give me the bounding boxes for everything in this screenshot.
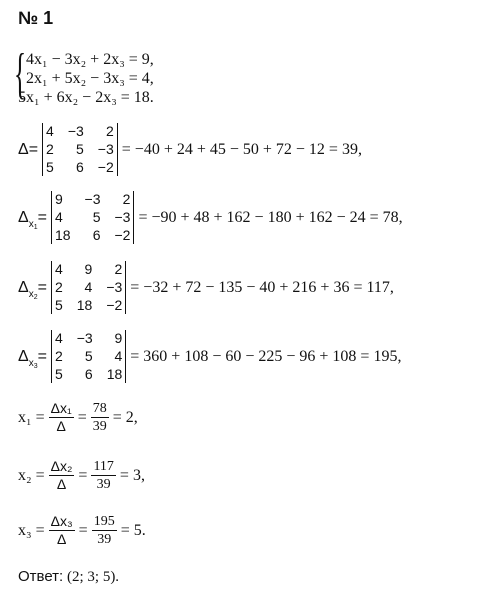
matrix-cell: 4 — [84, 279, 93, 295]
matrix-cell: −3 — [106, 279, 123, 295]
matrix-cell: 9 — [114, 330, 123, 346]
x2-fraction-symbolic: $\frac{\text{Δx₂}}{\Delta}$ — [50, 458, 73, 492]
delta-x2-row — [18, 261, 394, 314]
answer-value: (2; 3; 5). — [66, 569, 120, 585]
delta-x1-result: = −90 + 48 + 162 − 180 + 162 − 24 = 78, — [138, 208, 403, 226]
matrix-cell: 4 — [46, 123, 54, 139]
matrix-cell: −2 — [106, 297, 123, 313]
matrix-cell: 18 — [76, 297, 93, 313]
x3-fraction-symbolic: $\frac{\text{Δx₃}}{\Delta}$ — [50, 513, 73, 547]
delta-x3-matrix — [51, 330, 126, 383]
matrix-cell: −3 — [84, 191, 101, 207]
delta-label: Δ= — [18, 140, 39, 158]
delta-result: = −40 + 24 + 45 − 50 + 72 − 12 = 39, — [121, 140, 362, 158]
answer-label: Ответ: — [18, 568, 64, 585]
matrix-cell: 5 — [46, 159, 54, 175]
x3-var: x₃ = — [18, 521, 45, 539]
system-equation-1: 4x₁ − 3x₂ + 2x₃ = 9, — [26, 51, 154, 68]
delta-x3-label: $\Delta_{x_3}=$ — [18, 347, 47, 370]
matrix-cell: 2 — [114, 261, 123, 277]
x2-var: x₂ = — [18, 466, 45, 484]
delta-x2-label: $\Delta_{x_2}=$ — [18, 278, 47, 301]
delta-x1-matrix — [51, 191, 135, 244]
delta-x3-row — [18, 330, 401, 383]
answer-row — [18, 568, 119, 586]
matrix-cell: −3 — [67, 123, 84, 139]
matrix-cell: 6 — [76, 159, 84, 175]
matrix-cell: 2 — [54, 279, 63, 295]
matrix-cell: 18 — [54, 227, 71, 243]
delta-x1-label: $\Delta_{x_1}=$ — [18, 208, 47, 231]
delta-matrix — [42, 123, 118, 176]
matrix-cell: −3 — [97, 141, 114, 157]
x1-row: x₁ = $\frac{\text{Δx₁}}{\Delta}$ = $\frac{78}{39}$ = 2, — [18, 400, 138, 434]
matrix-cell: 5 — [54, 297, 63, 313]
x2-value: = 3, — [119, 466, 145, 484]
x1-value: = 2, — [112, 408, 138, 426]
matrix-cell: 9 — [54, 191, 63, 207]
matrix-cell: 5 — [92, 209, 101, 225]
delta-x2-matrix — [51, 261, 126, 314]
matrix-cell: 6 — [92, 227, 101, 243]
delta-x2-result: = −32 + 72 − 135 − 40 + 216 + 36 = 117, — [130, 278, 394, 296]
x2-row: x₂ = $\frac{\text{Δx₂}}{\Delta}$ = $\frac{117}{39}$ = 3, — [18, 458, 145, 492]
x1-var: x₁ = — [18, 408, 45, 426]
matrix-cell: 4 — [54, 209, 63, 225]
problem-title: № 1 — [18, 8, 54, 28]
matrix-cell: 2 — [105, 123, 114, 139]
delta-x3-result: = 360 + 108 − 60 − 225 − 96 + 108 = 195, — [130, 347, 402, 365]
matrix-cell: 4 — [54, 330, 63, 346]
x1-fraction-numeric: $\frac{78}{39}$ — [92, 401, 107, 434]
x3-row: x₃ = $\frac{\text{Δx₃}}{\Delta}$ = $\frac{195}{39}$ = 5. — [18, 513, 146, 547]
matrix-cell: 5 — [84, 348, 93, 364]
matrix-cell: 9 — [84, 261, 93, 277]
matrix-cell: −2 — [97, 159, 114, 175]
matrix-cell: 4 — [114, 348, 123, 364]
matrix-cell: 18 — [106, 366, 123, 382]
matrix-cell: 2 — [54, 348, 63, 364]
matrix-cell: 2 — [122, 191, 131, 207]
matrix-cell: 2 — [46, 141, 54, 157]
system-equation-3: 5x₁ + 6x₂ − 2x₃ = 18. — [18, 89, 154, 106]
matrix-cell: 4 — [54, 261, 63, 277]
matrix-cell: −3 — [76, 330, 93, 346]
matrix-cell: 5 — [76, 141, 84, 157]
x2-fraction-numeric: $\frac{117}{39}$ — [93, 459, 114, 492]
matrix-cell: −3 — [114, 209, 131, 225]
x3-value: = 5. — [120, 521, 146, 539]
delta-x1-row — [18, 191, 403, 244]
system-equation-2: 2x₁ + 5x₂ − 3x₃ = 4, — [26, 70, 154, 87]
x3-fraction-numeric: $\frac{195}{39}$ — [93, 514, 115, 547]
matrix-cell: 5 — [54, 366, 63, 382]
delta-row — [18, 123, 362, 176]
system-brace: { — [14, 43, 27, 105]
x1-fraction-symbolic: $\frac{\text{Δx₁}}{\Delta}$ — [50, 400, 72, 434]
matrix-cell: −2 — [114, 227, 131, 243]
matrix-cell: 6 — [84, 366, 93, 382]
